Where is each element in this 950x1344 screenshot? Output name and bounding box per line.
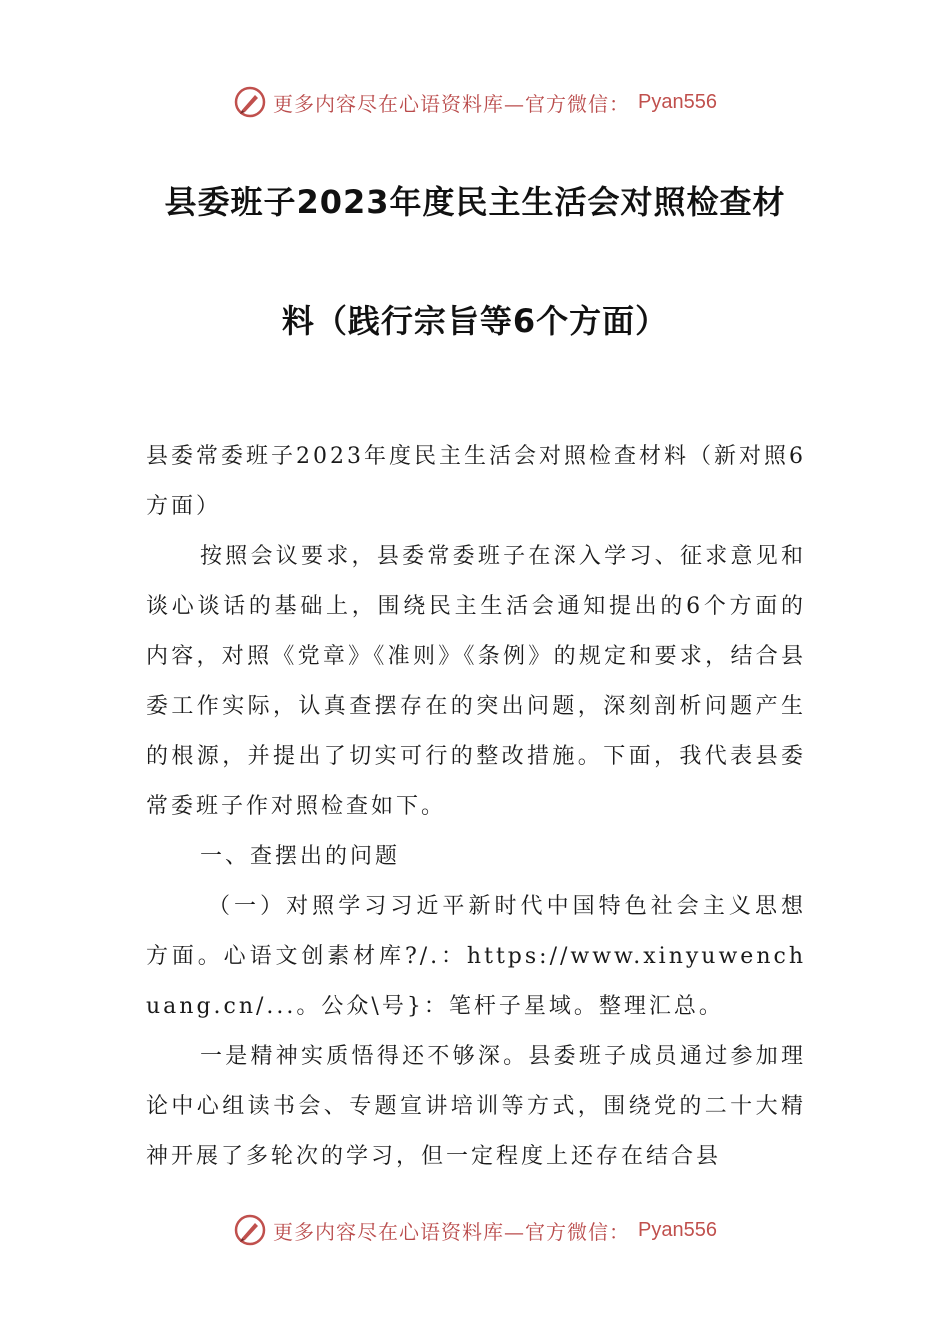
document-title-line-1: 县委班子2023年度民主生活会对照检查材 <box>164 183 786 221</box>
subsection-heading: （一）对照学习习近平新时代中国特色社会主义思想方面。心语文创素材库?/.：https://www.xinyuwenchuang.cn/...。公众\号}：笔杆子星域。整理汇总。 <box>146 894 806 1019</box>
paragraph-point-1: 一是精神实质悟得还不够深。县委班子成员通过参加理论中心组读书会、专题宣讲培训等方式，围绕党的二十大精神开展了多轮次的学习，但一定程度上还存在结合县 <box>146 1044 806 1169</box>
watermark-text: 更多内容尽在心语资料库—官方微信： <box>273 91 631 116</box>
document-title-line-2: 料（践行宗旨等6个方面） <box>281 302 669 340</box>
section-heading: 一、查摆出的问题 <box>200 844 401 869</box>
pen-logo-icon <box>233 1213 267 1247</box>
paragraph-intro: 按照会议要求，县委常委班子在深入学习、征求意见和谈心谈话的基础上，围绕民主生活会通知提出的6个方面的内容，对照《党章》《准则》《条例》的规定和要求，结合县委工作实际，认真查摆存在的突出问题，深刻剖析问题产生的根源，并提出了切实可行的整改措施。下面，我代表县委常委班子作对照检查如下。 <box>146 544 806 819</box>
pen-logo-icon <box>233 85 267 119</box>
document-body <box>146 432 806 1182</box>
watermark-id: Pyan556 <box>638 1218 717 1241</box>
watermark-text: 更多内容尽在心语资料库—官方微信： <box>273 1219 631 1244</box>
watermark-banner-bottom <box>0 1210 950 1250</box>
watermark-id: Pyan556 <box>638 90 717 113</box>
watermark-banner-top <box>0 82 950 122</box>
paragraph-subtitle: 县委常委班子2023年度民主生活会对照检查材料（新对照6方面） <box>146 444 806 519</box>
